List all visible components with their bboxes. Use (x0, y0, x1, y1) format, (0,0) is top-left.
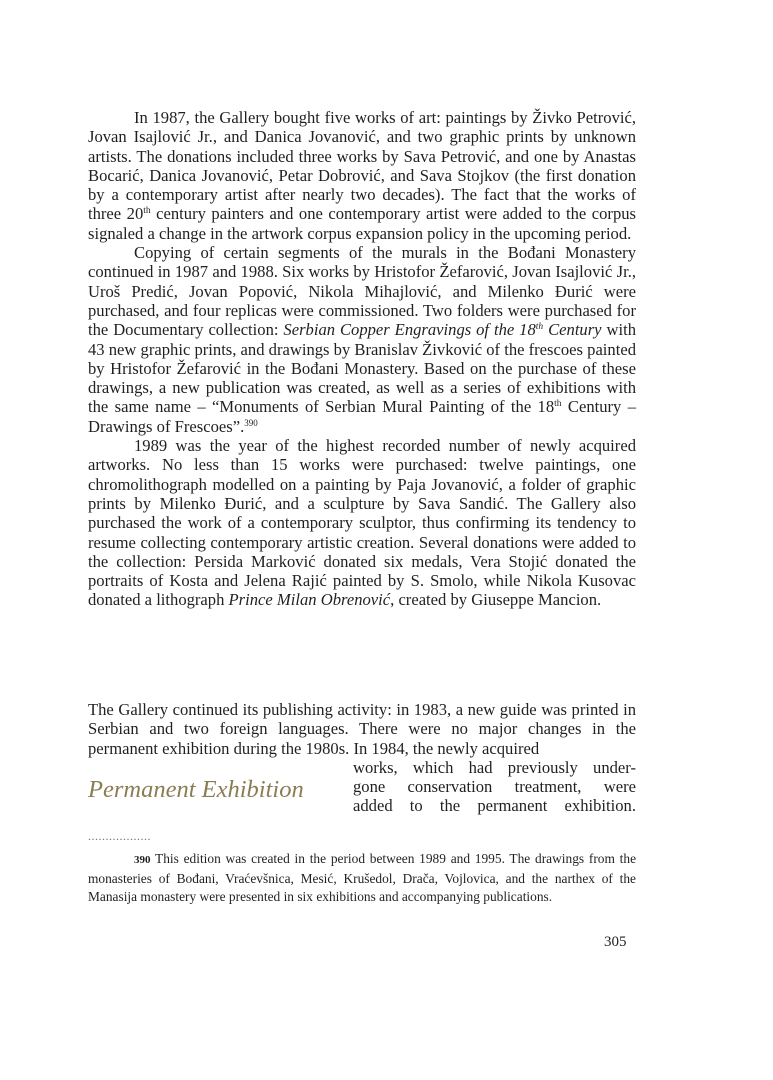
footnote-text: This edition was created in the period between 1989 and 1995. The drawings from the monasteries of Bođani, Vraćevšnica, Mesić, Krušedol, Drača, Vojlovica, and the narthex of the Manasija monastery were presented in six exhibitions and accompanying publications. (88, 851, 637, 904)
section-heading-permanent-exhibition: Permanent Exhibition (88, 776, 304, 803)
paragraph-1989-acquisitions (88, 436, 636, 610)
italic-title: Century (543, 320, 602, 340)
paragraph-publishing: The Gallery continued its publishing activity: in 1983, a new guide was printed in Serbian and two foreign languages. There were no major changes in the permanent exhibition during the 1980s. In 1984, the newly acquired (88, 700, 636, 758)
paragraph-text: , created by Giuseppe Mancion. (390, 590, 602, 610)
paragraph-wrap-line (353, 758, 636, 777)
paragraph-text: Copying of certain segments of the murals in the Bođani Monastery continued in 1987 and 1988. Six works by Hristofor Žefarović, Jovan Isajlović Jr., Uroš Predić, Jovan Popović, Nikola Mihajlović, and Milenko Đurić were purchased, and four replicas were commissioned. Two folders were purchased for the Documentary collection: (88, 243, 636, 340)
paragraph-text: century painters and one contemporary artist were added to the corpus signaled a change in the artwork corpus expansion policy in the upcoming period. (88, 204, 636, 243)
superscript: th (535, 322, 544, 333)
publishing-paragraph (88, 700, 636, 758)
paragraph-text: added to the permanent exhibition. (353, 796, 636, 815)
paragraph-wrap-line (353, 777, 636, 796)
paragraph-text: Century – Drawings of Frescoes”. (88, 397, 636, 436)
body-text (88, 108, 636, 610)
footnote (88, 850, 636, 905)
superscript: th (554, 399, 562, 410)
paragraph-wrap-line (353, 796, 636, 815)
paragraph-1987-acquisitions (88, 108, 636, 243)
footnote-number: 390 (134, 854, 151, 866)
paragraph-text: In 1987, the Gallery bought five works of art: paintings by Živko Petrović, Jovan Isajlović Jr., and Danica Jovanović, and two graphic prints by unknown artists. The donations included three works by Sava Petrović, and one by Anastas Bocarić, Danica Jovanović, Petar Dobrović, and Sava Stojkov (the first donation by a contemporary artist after nearly two decades). The fact that the works of three 20 (88, 108, 636, 224)
paragraph-bodani-murals (88, 243, 636, 436)
page-number: 305 (604, 934, 627, 950)
italic-title: Serbian Copper Engravings of the 18 (283, 320, 536, 340)
footnote-reference: 390 (244, 417, 258, 428)
superscript: th (143, 206, 151, 217)
paragraph-text: with 43 new graphic prints, and drawings by Branislav Živković of the frescoes painted by Hristofor Žefarović in the Bođani Monastery. Based on the purchase of these drawings, a new publication was created, as well as a series of exhibitions with the same name – “Monuments of Serbian Mural Painting of the 18 (88, 320, 636, 417)
italic-title: Prince Milan Obrenović (228, 590, 391, 610)
paragraph-text: 1989 was the year of the highest recorded number of newly acquired artworks. No less than 15 works were purchased: twelve paintings, one chromolithograph modelled on a painting by Paja Jovanović, a folder of graphic prints by Milenko Đurić, and a sculpture by Sava Sandić. The Gallery also purchased the work of a contemporary sculptor, thus confirming its tendency to resume collecting contemporary artistic creation. Several donations were added to the collection: Persida Marković donated six medals, Vera Stojić donated the portraits of Kosta and Jelena Rajić painted by S. Smolo, while Nikola Kusovac donated a lithograph (88, 436, 636, 610)
footnote-separator: .................. (88, 829, 151, 843)
paragraph-text: gone conservation treatment, were (353, 777, 636, 796)
paragraph-text: works, which had previously under- (353, 758, 636, 777)
